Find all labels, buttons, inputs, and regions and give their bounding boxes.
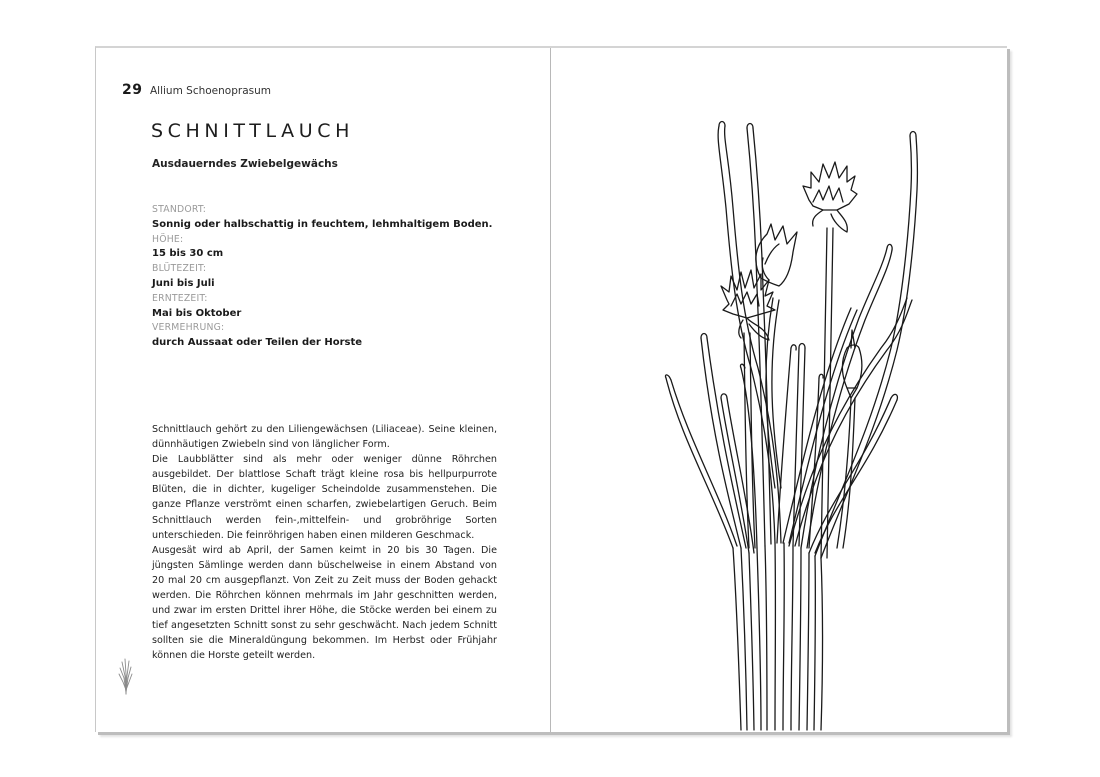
fact-label-vermehrung: VERMEHRUNG:	[152, 322, 225, 334]
fact-label-bluetezeit: BLÜTEZEIT:	[152, 263, 207, 275]
book-spread	[95, 46, 1007, 732]
page-subtitle: Ausdauerndes Zwiebelgewächs	[152, 158, 338, 170]
page-title: SCHNITTLAUCH	[151, 120, 354, 142]
fact-list	[152, 203, 512, 351]
right-page	[551, 48, 1007, 732]
running-head: Allium Schoenoprasum	[150, 85, 271, 97]
fact-label-erntezeit: ERNTEZEIT:	[152, 292, 208, 304]
body-paragraph: Ausgesät wird ab April, der Samen keimt in 20 bis 30 Tagen. Die jüngsten Sämlinge werden dann büschelweise in einem Abstand von 20 mal 20 cm ausgepflanzt. Von Zeit zu Zeit muss der Boden gehackt werden. Die Röhrchen können mehrmals im Jahr geschnitten werden, und zwar im ersten Drittel ihrer Höhe, die Stöcke werden bei einem zu tief angesetzten Schnitt sonst zu sehr geschwächt. Nach jedem Schnitt sollten sie die Mineraldüngung bekommen. Im Herbst oder Frühjahr können die Horste geteilt werden.	[152, 544, 497, 662]
chive-plant-illustration	[551, 48, 1007, 732]
fact-label-standort: STANDORT:	[152, 204, 207, 215]
left-page	[96, 48, 550, 732]
chive-sprig-icon	[116, 656, 136, 696]
body-paragraph: Die Laubblätter sind als mehr oder weniger dünne Röhrchen ausgebildet. Der blattlose Schaft trägt kleine rosa bis hellpurpurrote Blüten, die in dichter, kugeliger Scheindolde zusammenstehen. Die ganze Pflanze verströmt einen scharfen, zwiebelartigen Geruch. Beim Schnittlauch werden fein-,mittelfein- und grobröhrige Sorten unterschieden. Die feinröhrigen haben einen milderen Geschmack.	[152, 454, 497, 541]
fact-value-hoehe: 15 bis 30 cm	[152, 248, 224, 260]
body-paragraph: Schnittlauch gehört zu den Liliengewächsen (Liliaceae). Seine kleinen, dünnhäutigen Zwiebeln sind von länglicher Form.	[152, 424, 497, 451]
fact-value-standort: Sonnig oder halbschattig in feuchtem, lehmhaltigem Boden.	[152, 218, 493, 230]
body-text	[152, 422, 497, 664]
page-number: 29	[122, 82, 143, 98]
fact-label-hoehe: HÖHE:	[152, 233, 184, 245]
fact-value-erntezeit: Mai bis Oktober	[152, 307, 242, 319]
fact-value-bluetezeit: Juni bis Juli	[152, 277, 215, 289]
fact-value-vermehrung: durch Aussaat oder Teilen der Horste	[152, 337, 363, 349]
